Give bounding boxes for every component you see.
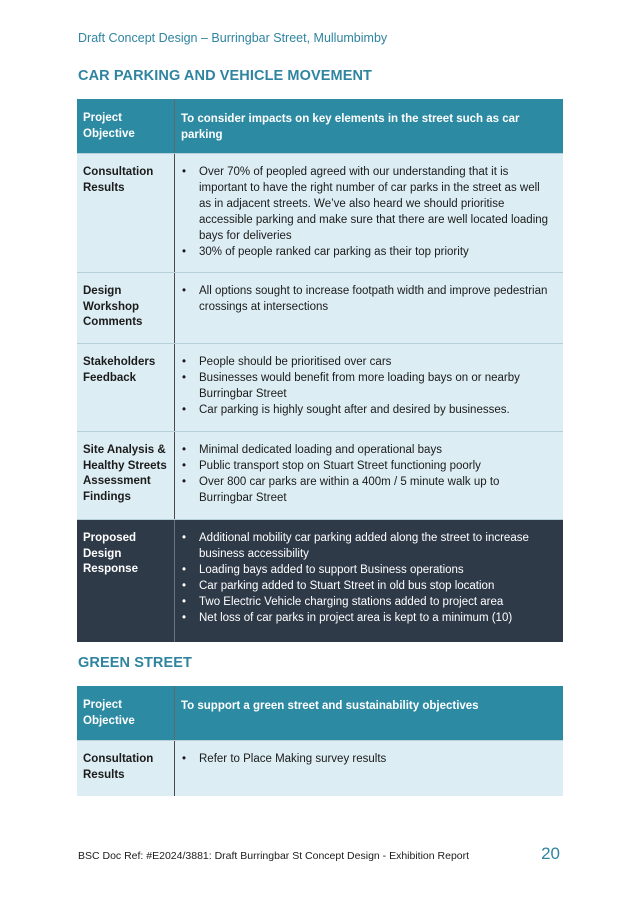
table-row-stakeholders-feedback — [77, 344, 563, 432]
list-item: • Minimal dedicated loading and operational bays — [181, 442, 551, 458]
list-item: • Loading bays added to support Business operations — [181, 562, 551, 578]
row-content — [175, 520, 563, 642]
section-title-car-parking: CAR PARKING AND VEHICLE MOVEMENT — [78, 68, 373, 84]
list-item: • People should be prioritised over cars — [181, 354, 551, 370]
section-title-green-street: GREEN STREET — [78, 655, 192, 671]
table-row-design-workshop — [77, 273, 563, 344]
row-label: Stakeholders Feedback — [77, 344, 175, 431]
row-label: Consultation Results — [77, 154, 175, 272]
row-label: Project Objective — [77, 686, 175, 740]
table-row-project-objective — [77, 686, 563, 741]
row-label: Project Objective — [77, 99, 175, 153]
row-label: Proposed Design Response — [77, 520, 175, 642]
list-item: • Over 70% of peopled agreed with our understanding that it is important to have the right number of car parks in the street as well as in adjacent streets. We’ve also heard we should prioritise accessible parking and make sure that there are well located loading bays for deliveries — [181, 164, 551, 244]
row-label: Consultation Results — [77, 741, 175, 796]
list-item: • Refer to Place Making survey results — [181, 751, 551, 767]
list-item: • Car parking added to Stuart Street in old bus stop location — [181, 578, 551, 594]
row-content — [175, 344, 563, 431]
row-content — [175, 432, 563, 519]
footer-reference: BSC Doc Ref: #E2024/3881: Draft Burringbar St Concept Design - Exhibition Report — [78, 850, 470, 862]
table-row-consultation-results — [77, 154, 563, 273]
table-row-consultation-results — [77, 741, 563, 796]
objective-text: To support a green street and sustainability objectives — [181, 700, 479, 712]
list-item: • All options sought to increase footpath width and improve pedestrian crossings at intersections — [181, 283, 551, 315]
document-header: Draft Concept Design – Burringbar Street, Mullumbimby — [78, 31, 388, 45]
list-item: • Public transport stop on Stuart Street functioning poorly — [181, 458, 551, 474]
row-content — [175, 741, 563, 796]
table-row-project-objective — [77, 99, 563, 154]
table-row-site-analysis — [77, 432, 563, 520]
list-item: • Businesses would benefit from more loading bays on or nearby Burringbar Street — [181, 370, 551, 402]
list-item: • Two Electric Vehicle charging stations added to project area — [181, 594, 551, 610]
row-label: Design Workshop Comments — [77, 273, 175, 343]
row-content — [175, 273, 563, 343]
row-content — [175, 154, 563, 272]
list-item: • Additional mobility car parking added along the street to increase business accessibility — [181, 530, 551, 562]
row-label: Site Analysis & Healthy Streets Assessment Findings — [77, 432, 175, 519]
objective-text: To consider impacts on key elements in the street such as car parking — [181, 113, 520, 141]
list-item: • Over 800 car parks are within a 400m / 5 minute walk up to Burringbar Street — [181, 474, 551, 506]
list-item: • 30% of people ranked car parking as their top priority — [181, 244, 551, 260]
green-street-table — [77, 686, 563, 796]
page-number: 20 — [541, 844, 560, 863]
car-parking-table — [77, 99, 563, 642]
list-item: • Car parking is highly sought after and desired by businesses. — [181, 402, 551, 418]
table-row-proposed-design-response — [77, 520, 563, 642]
list-item: • Net loss of car parks in project area is kept to a minimum (10) — [181, 610, 551, 626]
